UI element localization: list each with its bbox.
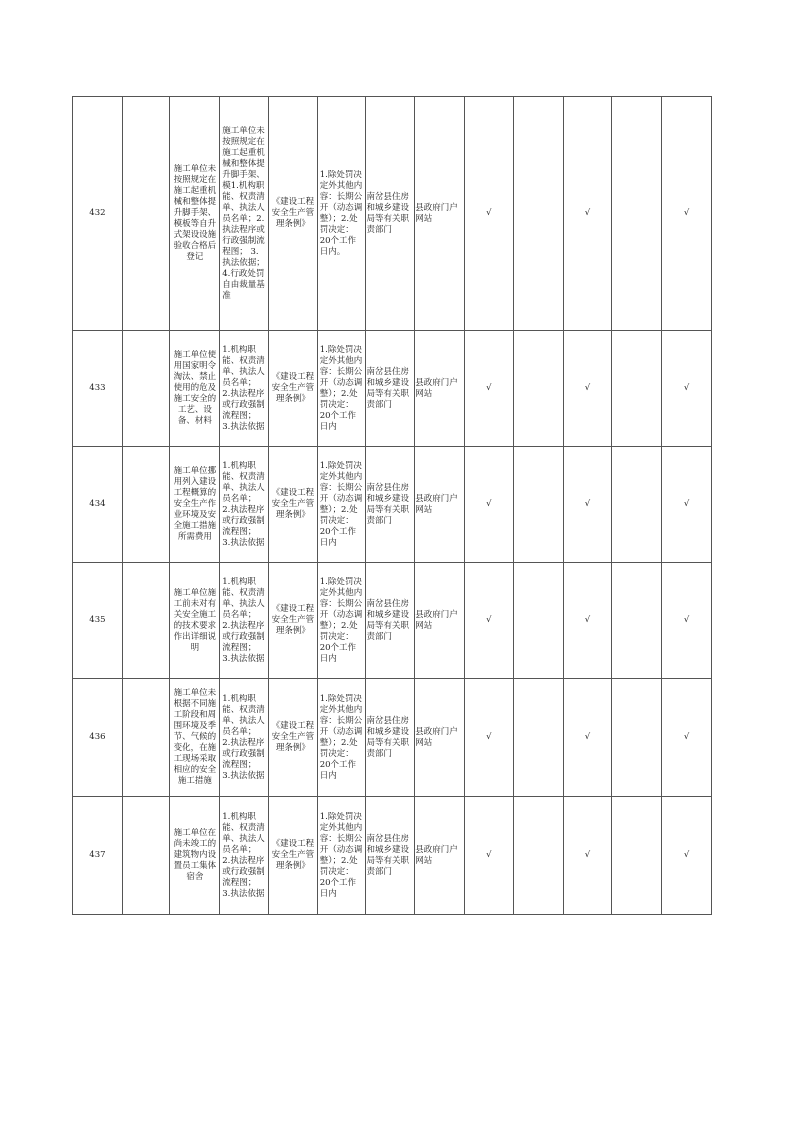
blank-cell: [122, 97, 170, 331]
disclosure-channel-cell: 县政府门户网站: [415, 797, 465, 915]
empty-cell: [612, 797, 662, 915]
empty-cell: [513, 797, 563, 915]
item-name-cell: [170, 447, 220, 563]
disclosure-content-cell: [220, 97, 269, 331]
disclosure-time-cell-text: 1.除处罚决定外其他内容：长期公开（动态调整）；2.处罚决定：20个工作日内。: [319, 169, 363, 257]
check-mark-1: √: [465, 447, 514, 563]
legal-basis-cell: 《建设工程安全生产管理条例》: [269, 331, 318, 447]
table-row: [73, 563, 712, 679]
disclosure-content-cell-text: 1.机构职能、权责清单、执法人员名单； 2.执法程序或行政强制流程图； 3.执法依据: [222, 344, 265, 432]
row-number: 437: [73, 797, 123, 915]
responsible-dept-cell: 南岔县住房和城乡建设局等有关职责部门: [366, 331, 415, 447]
check-mark-3: √: [662, 797, 712, 915]
disclosure-time-cell: [317, 563, 366, 679]
empty-cell: [612, 563, 662, 679]
check-mark-3: √: [662, 331, 712, 447]
check-mark-2: √: [563, 679, 612, 797]
row-number: 434: [73, 447, 123, 563]
disclosure-table: [72, 96, 712, 915]
disclosure-time-cell: [317, 679, 366, 797]
disclosure-content-cell: [220, 447, 269, 563]
responsible-dept-cell: 南岔县住房和城乡建设局等有关职责部门: [366, 563, 415, 679]
disclosure-channel-cell: 县政府门户网站: [415, 331, 465, 447]
item-name-cell: [170, 797, 220, 915]
check-mark-2: √: [563, 563, 612, 679]
blank-cell: [122, 331, 170, 447]
check-mark-2: √: [563, 447, 612, 563]
disclosure-content-cell-text: 1.机构职能、权责清单、执法人员名单； 2.执法程序或行政强制流程图； 3.执法依据: [222, 811, 265, 899]
legal-basis-cell: 《建设工程安全生产管理条例》: [269, 679, 318, 797]
check-mark-2: √: [563, 331, 612, 447]
item-name-cell: [170, 679, 220, 797]
item-name-cell-text: 施工单位在尚未竣工的建筑物内设置员工集体宿舍: [173, 828, 217, 882]
blank-cell: [122, 563, 170, 679]
item-name-cell-text: 施工单位未根据不同施工阶段和周围环境及季节、气候的变化，在施工现场采取相应的安全施工措施: [173, 688, 217, 786]
empty-cell: [612, 97, 662, 331]
empty-cell: [612, 331, 662, 447]
empty-cell: [612, 679, 662, 797]
empty-cell: [513, 563, 563, 679]
disclosure-content-cell-text: 1.机构职能、权责清单、执法人员名单； 2.执法程序或行政强制流程图； 3.执法依据: [222, 693, 265, 781]
check-mark-1: √: [465, 563, 514, 679]
responsible-dept-cell: 南岔县住房和城乡建设局等有关职责部门: [366, 679, 415, 797]
responsible-dept-cell: 南岔县住房和城乡建设局等有关职责部门: [366, 447, 415, 563]
disclosure-time-cell: [317, 447, 366, 563]
table-row: [73, 797, 712, 915]
disclosure-content-cell: [220, 797, 269, 915]
item-name-cell-text: 施工单位使用国家明令淘汰、禁止使用的危及施工安全的工艺、设备、材料: [173, 350, 217, 426]
check-mark-2: √: [563, 97, 612, 331]
table-row: [73, 679, 712, 797]
disclosure-time-cell-text: 1.除处罚决定外其他内容：长期公开（动态调整）；2.处罚决定：20个工作日内: [319, 460, 363, 548]
check-mark-1: √: [465, 679, 514, 797]
disclosure-content-cell: [220, 563, 269, 679]
disclosure-time-cell: [317, 331, 366, 447]
table-row: [73, 447, 712, 563]
check-mark-1: √: [465, 797, 514, 915]
check-mark-1: √: [465, 97, 514, 331]
blank-cell: [122, 447, 170, 563]
disclosure-time-cell: [317, 797, 366, 915]
responsible-dept-cell: 南岔县住房和城乡建设局等有关职责部门: [366, 797, 415, 915]
check-mark-2: √: [563, 797, 612, 915]
row-number: 436: [73, 679, 123, 797]
responsible-dept-cell: 南岔县住房和城乡建设局等有关职责部门: [366, 97, 415, 331]
item-name-cell-text: 施工单位挪用列入建设工程概算的安全生产作业环境及安全施工措施所需费用: [173, 466, 217, 542]
check-mark-3: √: [662, 447, 712, 563]
disclosure-content-cell-text: 施工单位未按照规定在施工起重机械和整体提升脚手架、模1.机构职能、权责清单、执法人员名单；2.执法程序或行政强制流程图； 3.执法依据； 4.行政处罚自由裁量基准: [222, 125, 265, 301]
row-number: 433: [73, 331, 123, 447]
check-mark-3: √: [662, 97, 712, 331]
table-body: [73, 97, 712, 915]
item-name-cell: [170, 331, 220, 447]
empty-cell: [612, 447, 662, 563]
table-row: [73, 331, 712, 447]
empty-cell: [513, 97, 563, 331]
empty-cell: [513, 331, 563, 447]
legal-basis-cell: 《建设工程安全生产管理条例》: [269, 447, 318, 563]
disclosure-content-cell: [220, 331, 269, 447]
row-number: 432: [73, 97, 123, 331]
disclosure-channel-cell: 县政府门户网站: [415, 447, 465, 563]
disclosure-content-cell-text: 1.机构职能、权责清单、执法人员名单； 2.执法程序或行政强制流程图； 3.执法依据: [222, 576, 265, 664]
legal-basis-cell: 《建设工程安全生产管理条例》: [269, 797, 318, 915]
legal-basis-cell: 《建设工程安全生产管理条例》: [269, 97, 318, 331]
blank-cell: [122, 679, 170, 797]
disclosure-content-cell: [220, 679, 269, 797]
blank-cell: [122, 797, 170, 915]
disclosure-time-cell-text: 1.除处罚决定外其他内容：长期公开（动态调整）；2.处罚决定：20个工作日内: [319, 344, 363, 432]
empty-cell: [513, 447, 563, 563]
item-name-cell-text: 施工单位施工前未对有关安全施工的技术要求作出详细说明: [173, 587, 217, 653]
empty-cell: [513, 679, 563, 797]
disclosure-time-cell: [317, 97, 366, 331]
item-name-cell-text: 施工单位未按照规定在施工起重机械和整体提升脚手架、模板等自升式架设设施验收合格后登记: [173, 164, 217, 262]
disclosure-channel-cell: 县政府门户网站: [415, 679, 465, 797]
item-name-cell: [170, 97, 220, 331]
disclosure-time-cell-text: 1.除处罚决定外其他内容：长期公开（动态调整）；2.处罚决定：20个工作日内: [319, 811, 363, 899]
disclosure-content-cell-text: 1.机构职能、权责清单、执法人员名单； 2.执法程序或行政强制流程图； 3.执法依据: [222, 460, 265, 548]
disclosure-time-cell-text: 1.除处罚决定外其他内容：长期公开（动态调整）；2.处罚决定：20个工作日内: [319, 693, 363, 781]
check-mark-1: √: [465, 331, 514, 447]
disclosure-channel-cell: 县政府门户网站: [415, 563, 465, 679]
item-name-cell: [170, 563, 220, 679]
check-mark-3: √: [662, 679, 712, 797]
disclosure-time-cell-text: 1.除处罚决定外其他内容：长期公开（动态调整）；2.处罚决定：20个工作日内: [319, 576, 363, 664]
disclosure-channel-cell: 县政府门户网站: [415, 97, 465, 331]
row-number: 435: [73, 563, 123, 679]
check-mark-3: √: [662, 563, 712, 679]
legal-basis-cell: 《建设工程安全生产管理条例》: [269, 563, 318, 679]
table-row: [73, 97, 712, 331]
